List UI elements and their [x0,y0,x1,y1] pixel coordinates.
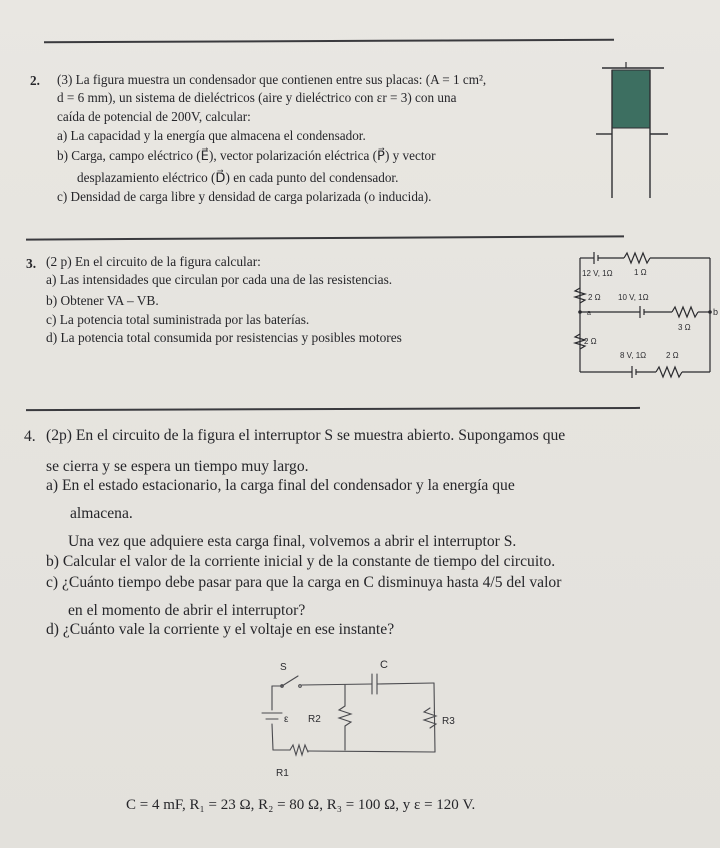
circuit-4-label-e: ε [284,714,289,725]
circuit-3-label-2ohm-left: 2 Ω [584,337,597,346]
rule-after-problem-3 [26,407,640,411]
problem-3-number: 3. [26,256,37,271]
problem-4-item-c: c) ¿Cuánto tiempo debe pasar para que la carga en C disminuya hasta 4/5 del valor [46,574,562,591]
problem-4-item-a-cont: almacena. [70,505,133,522]
circuit-3-label-2ohm-bottom: 2 Ω [666,351,679,360]
problem-4-reopen: Una vez que adquiere esta carga final, volvemos a abrir el interruptor S. [68,533,517,550]
circuit-4-diagram [220,652,460,784]
capacitor-figure [594,58,670,206]
problem-2-item-c: c) Densidad de carga libre y densidad de carga polarizada (o inducida). [57,189,432,204]
problem-3-item-b: b) Obtener VA – VB. [46,293,159,308]
problem-2-item-b: b) Carga, campo eléctrico (E⃗), vector polarización eléctrica (P⃗) y vector [57,148,436,163]
circuit-3-label-10v: 10 V, 1Ω [618,293,649,302]
top-rule [44,39,614,43]
problem-2-line-2: d = 6 mm), un sistema de dieléctricos (aire y dieléctrico con εr = 3) con una [57,90,457,105]
problem-4-line-1: (2p) En el circuito de la figura el interruptor S se muestra abierto. Supongamos que [46,427,566,444]
circuit-3-label-a: a [587,310,591,317]
circuit-3-diagram [560,248,720,388]
circuit-3-label-b: b [713,307,719,317]
problem-2-number: 2. [30,73,40,88]
circuit-4-label-r1: R1 [276,768,289,779]
problem-2-item-a: a) La capacidad y la energía que almacena el condensador. [57,128,366,143]
problem-3-item-a: a) Las intensidades que circulan por cada una de las resistencias. [46,272,393,287]
problem-3-item-d: d) La potencia total consumida por resistencias y posibles motores [46,330,402,345]
circuit-3-label-1ohm: 1 Ω [634,268,647,277]
problem-4-item-a: a) En el estado estacionario, la carga final del condensador y la energía que [46,477,515,494]
circuit-3-label-8v: 8 V, 1Ω [620,351,647,360]
problem-4-line-2: se cierra y se espera un tiempo muy largo. [46,458,309,475]
problem-3-title: (2 p) En el circuito de la figura calcular: [46,254,261,269]
problem-4-number: 4. [24,428,36,445]
problem-4-item-d: d) ¿Cuánto vale la corriente y el voltaje en ese instante? [46,621,395,638]
circuit-3-label-3ohm: 3 Ω [678,323,691,332]
circuit-4-label-r2: R2 [308,714,321,725]
circuit-3-label-12v: 12 V, 1Ω [582,269,613,278]
problem-4-values: C = 4 mF, R₁ = 23 Ω, R₂ = 80 Ω, R₃ = 100 Ω, y ε = 120 V. [126,797,476,813]
circuit-3-label-2ohm-top: 2 Ω [588,293,601,302]
circuit-4-label-s: S [280,662,287,673]
circuit-4-label-c: C [380,659,388,671]
problem-2-line-1: (3) La figura muestra un condensador que contienen entre sus placas: (A = 1 cm², [57,72,487,87]
problem-3-item-c: c) La potencia total suministrada por las baterías. [46,312,310,327]
circuit-4-label-r3: R3 [442,716,455,727]
problem-2-line-3: caída de potencial de 200V, calcular: [57,109,251,124]
problem-4-item-c-cont: en el momento de abrir el interruptor? [68,602,306,619]
rule-after-problem-2 [26,235,624,240]
problem-2-item-b-cont: desplazamiento eléctrico (D⃗) en cada punto del condensador. [77,170,399,185]
problem-4-item-b: b) Calcular el valor de la corriente inicial y de la constante de tiempo del circuito. [46,553,556,570]
